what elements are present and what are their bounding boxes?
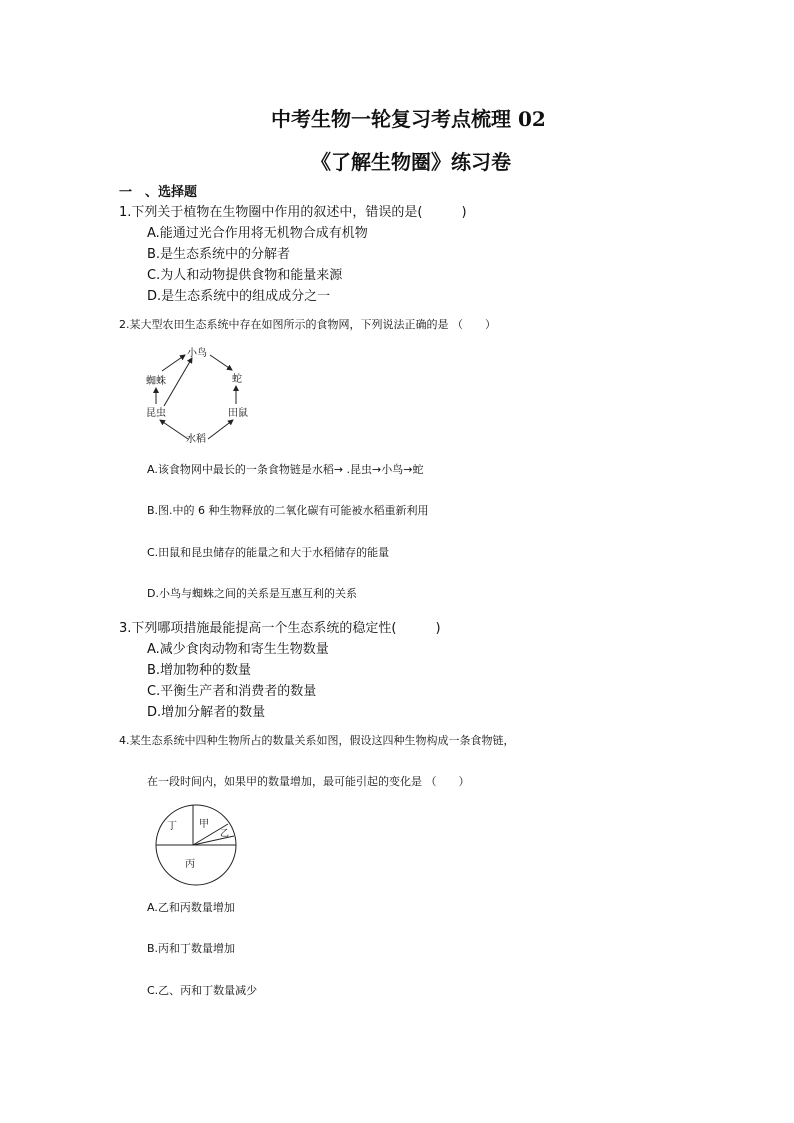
pie-label-jia: 甲 bbox=[199, 819, 209, 830]
food-web-bird: 小鸟 bbox=[187, 348, 207, 359]
food-web-rice: 水稻 bbox=[186, 434, 206, 445]
food-web-insect: 昆虫 bbox=[146, 408, 166, 419]
question-1-option-b: B.是生态系统中的分解者 bbox=[147, 247, 291, 262]
section-heading: 一 、选择题 bbox=[119, 185, 198, 200]
page-title-line1: 中考生物一轮复习考点梳理 02 bbox=[271, 107, 546, 131]
pie-label-bing: 丙 bbox=[185, 859, 195, 870]
question-3-option-a: A.减少食肉动物和寄生生物数量 bbox=[147, 642, 329, 657]
question-3-option-c: C.平衡生产者和消费者的数量 bbox=[147, 684, 317, 699]
question-2-option-b: B.图.中的 6 种生物释放的二氧化碳有可能被水稻重新利用 bbox=[147, 504, 429, 517]
pie-label-yi: 乙 bbox=[220, 829, 230, 839]
question-4-option-b: B.丙和丁数量增加 bbox=[147, 942, 236, 955]
question-3-option-d: D.增加分解者的数量 bbox=[147, 705, 266, 720]
question-2-option-a: A.该食物网中最长的一条食物链是水稻→ .昆虫→小鸟→蛇 bbox=[147, 463, 424, 476]
question-3-option-b: B.增加物种的数量 bbox=[147, 663, 252, 678]
question-3-stem: 3.下列哪项措施最能提高一个生态系统的稳定性( ) bbox=[119, 621, 441, 636]
food-web-snake: 蛇 bbox=[232, 374, 242, 385]
question-1-option-a: A.能通过光合作用将无机物合成有机物 bbox=[147, 226, 368, 241]
food-web-diagram bbox=[140, 338, 260, 448]
question-1-option-c: C.为人和动物提供食物和能量来源 bbox=[147, 268, 343, 283]
question-1-stem: 1.下列关于植物在生物圈中作用的叙述中，错误的是( ) bbox=[119, 205, 467, 220]
question-4-option-c: C.乙、丙和丁数量减少 bbox=[147, 984, 258, 997]
food-web-mouse: 田鼠 bbox=[228, 408, 248, 419]
question-4-stem: 4.某生态系统中四种生物所占的数量关系如图，假设这四种生物构成一条食物链， bbox=[119, 734, 515, 747]
question-4-option-a: A.乙和丙数量增加 bbox=[147, 901, 235, 914]
question-2-stem: 2.某大型农田生态系统中存在如图所示的食物网，下列说法正确的是 （ ） bbox=[119, 318, 496, 331]
question-2-option-d: D.小鸟与蜘蛛之间的关系是互惠互利的关系 bbox=[147, 587, 357, 600]
question-1-option-d: D.是生态系统中的组成成分之一 bbox=[147, 289, 331, 304]
pie-label-ding: 丁 bbox=[167, 821, 177, 832]
population-pie-diagram bbox=[151, 803, 241, 887]
food-web-spider: 蜘蛛 bbox=[146, 376, 166, 387]
question-2-option-c: C.田鼠和昆虫储存的能量之和大于水稻储存的能量 bbox=[147, 546, 390, 559]
question-4-stem-continued: 在一段时间内，如果甲的数量增加，最可能引起的变化是 （ ） bbox=[147, 775, 470, 788]
page-title-line2: 《了解生物圈》练习卷 bbox=[311, 150, 511, 174]
